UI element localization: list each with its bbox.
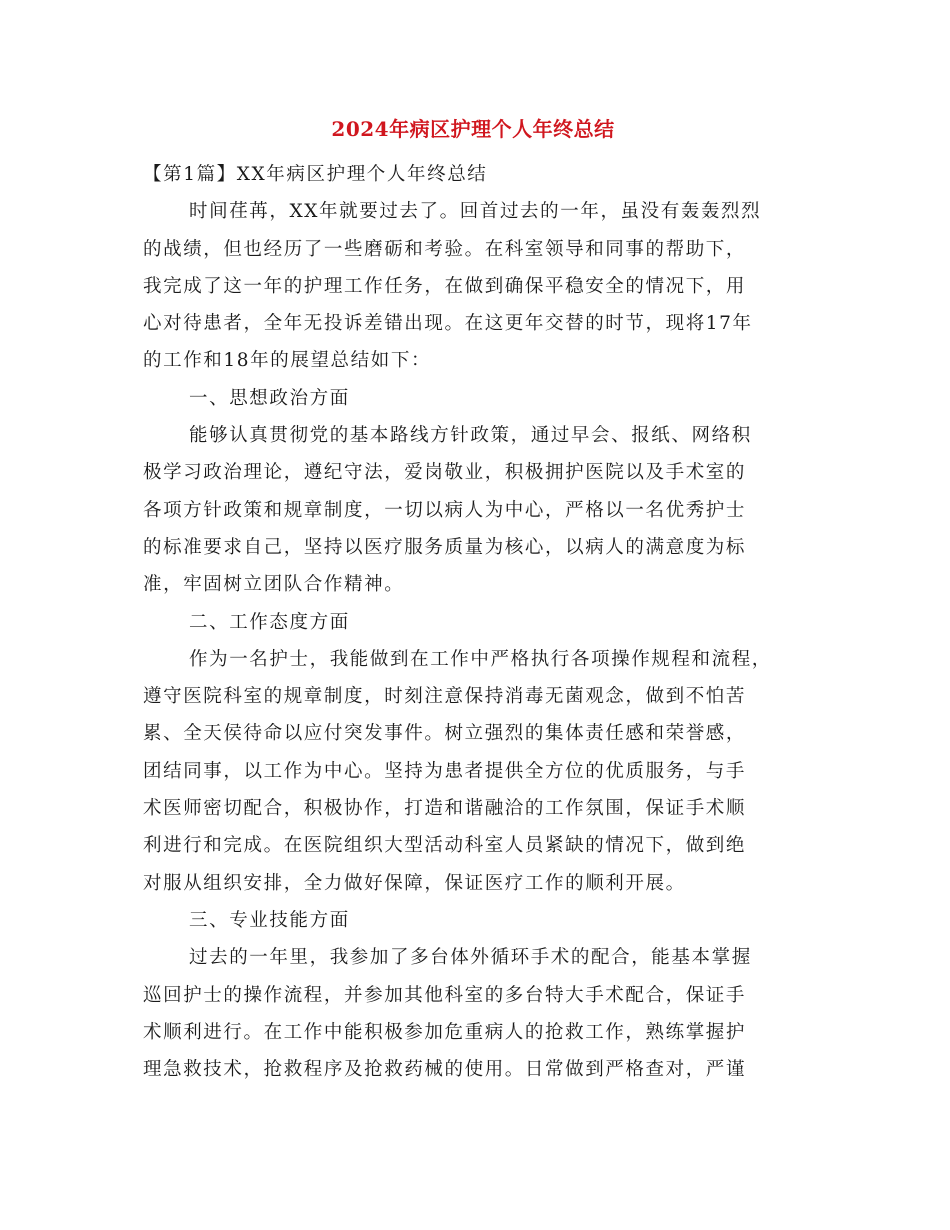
paragraph-line: 过去的一年里，我参加了多台体外循环手术的配合，能基本掌握 [189,947,752,969]
paragraph-line: 各项方针政策和规章制度，一切以病人为中心，严格以一名优秀护士 [143,499,747,521]
document-page [143,112,803,1088]
paragraph-line: 利进行和完成。在医院组织大型活动科室人员紧缺的情况下，做到绝 [143,835,747,857]
paragraph-line: 我完成了这一年的护理工作任务，在做到确保平稳安全的情况下，用 [143,275,747,297]
paragraph-line: 术医师密切配合，积极协作，打造和谐融洽的工作氛围，保证手术顺 [143,798,747,820]
paragraph-line: 作为一名护士，我能做到在工作中严格执行各项操作规程和流程， [189,648,772,670]
paragraph-line: 的战绩，但也经历了一些磨砺和考验。在科室领导和同事的帮助下， [143,238,747,260]
paragraph-line: 累、全天侯待命以应付突发事件。树立强烈的集体责任感和荣誉感， [143,723,747,745]
paragraph-line: 准，牢固树立团队合作精神。 [143,574,405,596]
paragraph-line: 巡回护士的操作流程，并参加其他科室的多台特大手术配合，保证手 [143,984,747,1006]
paragraph-line: 术顺利进行。在工作中能积极参加危重病人的抢救工作，熟练掌握护 [143,1021,747,1043]
document-title: 2024年病区护理个人年终总结 [331,117,615,141]
paragraph-line: 对服从组织安排，全力做好保障，保证医疗工作的顺利开展。 [143,872,686,894]
paragraph-line: 的标准要求自己，坚持以医疗服务质量为核心，以病人的满意度为标 [143,536,747,558]
subsection-heading: 一、思想政治方面 [189,387,350,409]
subsection-heading: 二、工作态度方面 [189,611,350,633]
subsection-heading: 三、专业技能方面 [189,909,350,931]
paragraph-line: 团结同事，以工作为中心。坚持为患者提供全方位的优质服务，与手 [143,760,747,782]
paragraph-line: 理急救技术，抢救程序及抢救药械的使用。日常做到严格查对，严谨 [143,1059,747,1081]
paragraph-line: 能够认真贯彻党的基本路线方针政策，通过早会、报纸、网络积 [189,425,752,447]
paragraph-line: 心对待患者，全年无投诉差错出现。在这更年交替的时节，现将17年 [143,313,753,335]
paragraph-line: 时间荏苒，XX年就要过去了。回首过去的一年，虽没有轰轰烈烈 [189,201,762,223]
paragraph-line: 极学习政治理论，遵纪守法，爱岗敬业，积极拥护医院以及手术室的 [143,462,747,484]
paragraph-line: 的工作和18年的展望总结如下： [143,350,432,372]
paragraph-line: 遵守医院科室的规章制度，时刻注意保持消毒无菌观念，做到不怕苦 [143,686,747,708]
section-heading: 【第1篇】XX年病区护理个人年终总结 [143,164,488,185]
